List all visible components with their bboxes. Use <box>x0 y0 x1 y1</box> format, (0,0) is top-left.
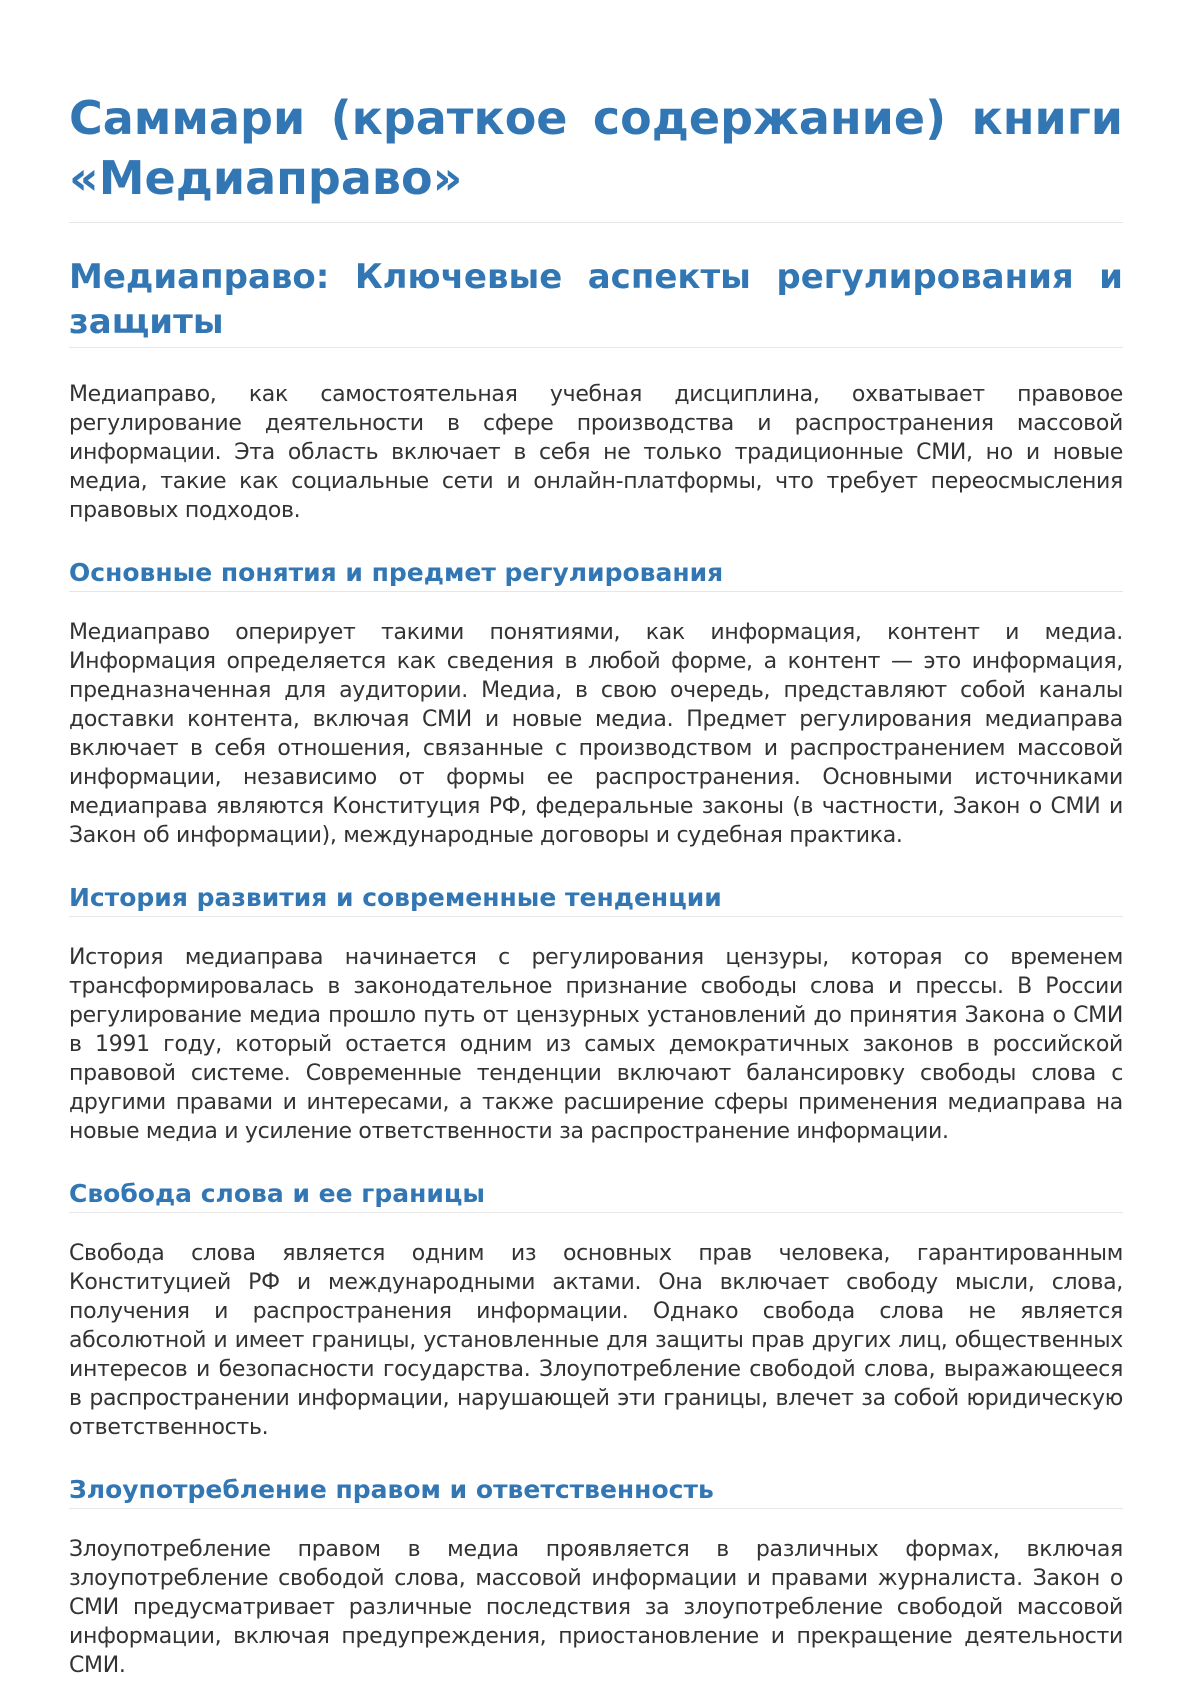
section-heading: Свобода слова и ее границы <box>69 1177 1123 1213</box>
document-title: Саммари (краткое содержание) книги «Медиаправо» <box>69 0 1123 223</box>
intro-paragraph: Медиаправо, как самостоятельная учебная дисциплина, охватывает правовое регулирование деятельности в сфере производства и распространения массовой информации. Эта область включает в себя не только традиционные СМИ, но и новые медиа, такие как социальные сети и онлайн-платформы, что требует переосмысления правовых подходов. <box>69 382 1123 523</box>
section-paragraph: Свобода слова является одним из основных прав человека, гарантированным Конституцией РФ и международными актами. Она включает свободу мысли, слова, получения и распространения информации. Однако свобода слова не является абсолютной и имеет границы, установленные для защиты прав других лиц, общественных интересов и безопасности государства. Злоупотребление свободой слова, выражающееся в распространении информации, нарушающей эти границы, влечет за собой юридическую ответственность. <box>69 1241 1123 1440</box>
section-freedom-of-speech <box>69 1177 1123 1442</box>
section-paragraph: Медиаправо оперирует такими понятиями, как информация, контент и медиа. Информация определяется как сведения в любой форме, а контент — это информация, предназначенная для аудитории. Медиа, в свою очередь, представляют собой каналы доставки контента, включая СМИ и новые медиа. Предмет регулирования медиаправа включает в себя отношения, связанные с производством и распространением массовой информации, независимо от формы ее распространения. Основными источниками медиаправа являются Конституция РФ, федеральные законы (в частности, Закон о СМИ и Закон об информации), международные договоры и судебная практика. <box>69 620 1123 848</box>
section-basic-concepts <box>69 556 1123 850</box>
section-history <box>69 881 1123 1146</box>
section-paragraph: Злоупотребление правом в медиа проявляется в различных формах, включая злоупотребление свободой слова, массовой информации и правами журналиста. Закон о СМИ предусматривает различные последствия за злоупотребление свободой массовой информации, включая предупреждения, приостановление и прекращение деятельности СМИ. <box>69 1537 1123 1678</box>
section-heading: Злоупотребление правом и ответственность <box>69 1473 1123 1509</box>
document-subtitle: Медиаправо: Ключевые аспекты регулирования и защиты <box>69 255 1123 348</box>
section-heading: Основные понятия и предмет регулирования <box>69 556 1123 592</box>
section-abuse-of-right <box>69 1473 1123 1680</box>
section-paragraph: История медиаправа начинается с регулирования цензуры, которая со временем трансформировалась в законодательное признание свободы слова и прессы. В России регулирование медиа прошло путь от цензурных установлений до принятия Закона о СМИ в 1991 году, который остается одним из самых демократичных законов в российской правовой системе. Современные тенденции включают балансировку свободы слова с другими правами и интересами, а также расширение сферы применения медиаправа на новые медиа и усиление ответственности за распространение информации. <box>69 945 1123 1144</box>
section-heading: История развития и современные тенденции <box>69 881 1123 917</box>
document-page <box>69 0 1123 1680</box>
